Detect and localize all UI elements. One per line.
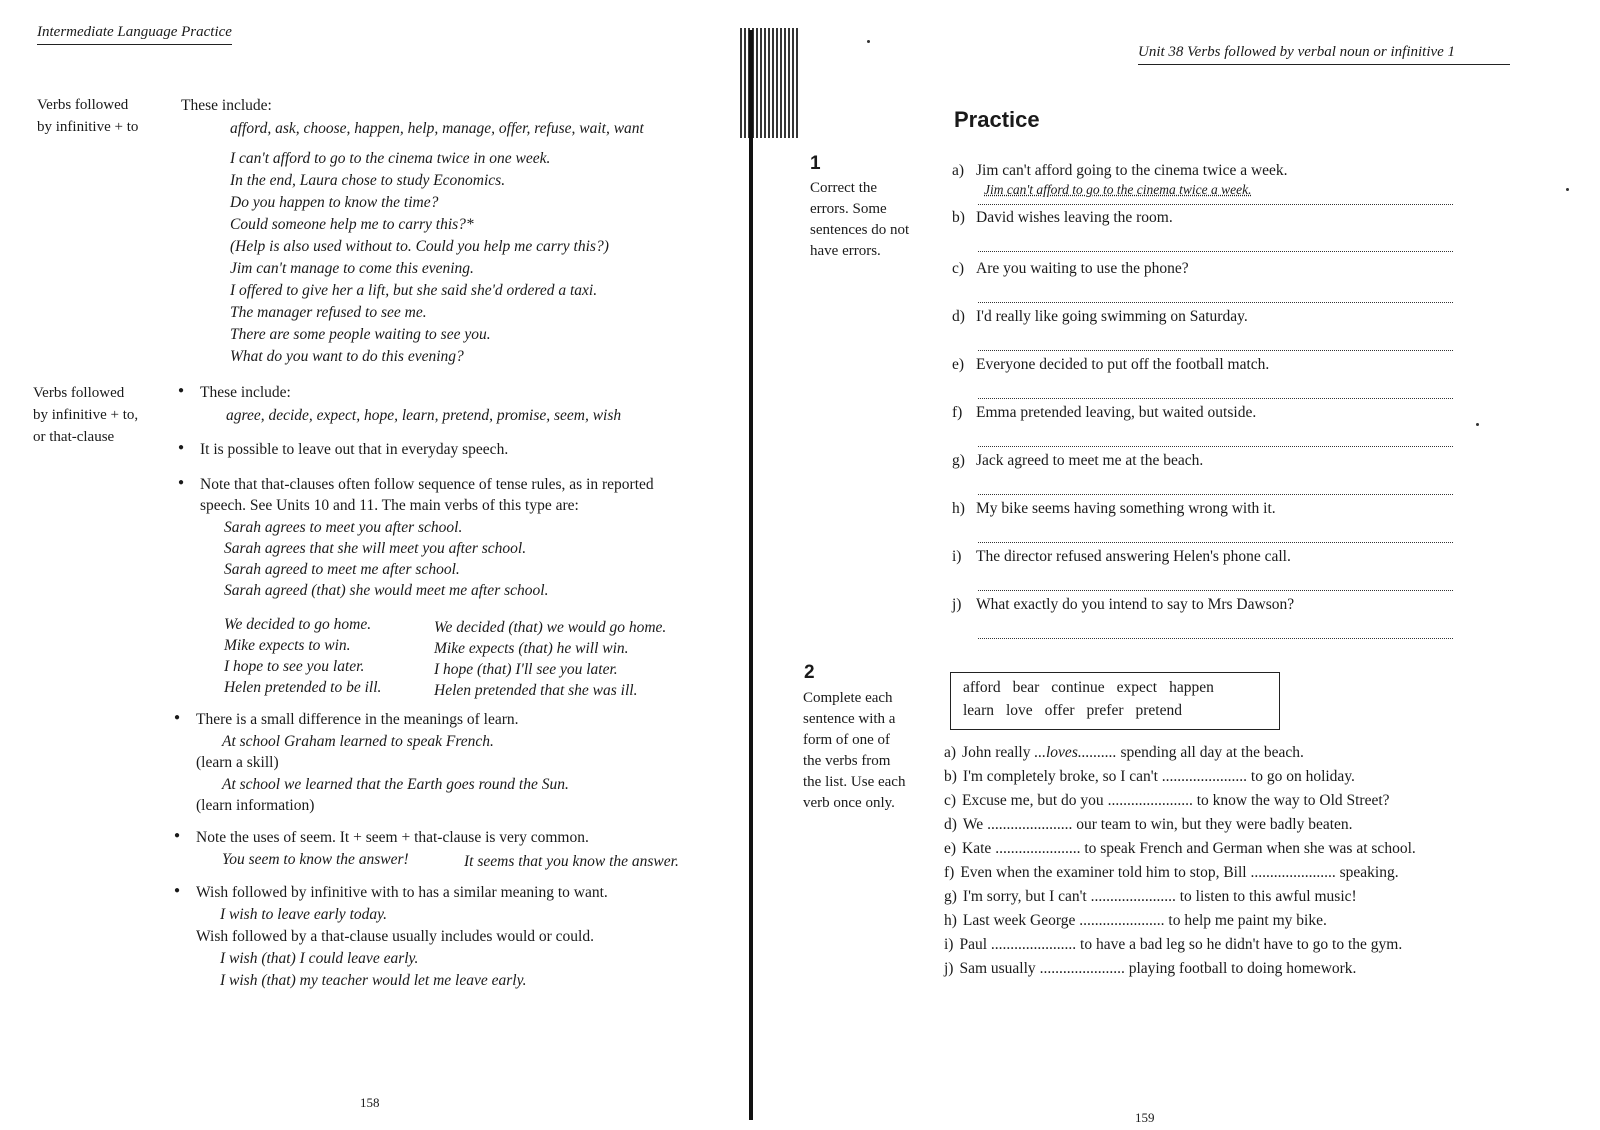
- page-number-left: 158: [360, 1095, 380, 1110]
- example-sentence: In the end, Laura chose to study Economics.: [230, 172, 506, 189]
- bullet-4-note-2: (learn information): [196, 797, 315, 814]
- exercise-2-item-label: b): [944, 768, 957, 785]
- exercise-2-item-before: I'm sorry, but I can't: [962, 888, 1091, 905]
- example-sentence: Jim can't manage to come this evening.: [230, 260, 474, 277]
- word-list-item: continue: [1051, 679, 1105, 696]
- answer-line[interactable]: [978, 397, 1453, 399]
- exercise-1-item-label: c): [952, 260, 965, 277]
- example-sentence: Sarah agrees to meet you after school.: [224, 519, 463, 536]
- exercise-2-item-after: speaking.: [1335, 864, 1399, 881]
- exercise-1-item-text: Everyone decided to put off the football match.: [976, 356, 1270, 373]
- exercise-2-item-before: Kate: [962, 840, 996, 857]
- answer-blank[interactable]: ......................: [1250, 864, 1336, 881]
- exercise-2-item: [944, 840, 1416, 858]
- scan-speck: [1476, 423, 1479, 426]
- exercise-1-item-text: Are you waiting to use the phone?: [976, 260, 1189, 277]
- practice-title: Practice: [954, 107, 1040, 132]
- answer-blank[interactable]: ......................: [995, 840, 1081, 857]
- exercise-2-item-before: Last week George: [962, 912, 1080, 929]
- handwritten-answer: Jim can't afford to go to the cinema twice a week.: [984, 182, 1252, 197]
- bullet-1-verbs: agree, decide, expect, hope, learn, pretend, promise, seem, wish: [226, 407, 622, 424]
- exercise-1-item-text: Jim can't afford going to the cinema twice a week.: [976, 162, 1288, 179]
- exercise-1-item-label: d): [952, 308, 965, 325]
- bullet-6: ● Wish followed by infinitive with to has a similar meaning to want.: [196, 884, 608, 902]
- exercise-1-number: 1: [810, 153, 821, 174]
- exercise-2-item-after: to go on holiday.: [1247, 768, 1355, 785]
- bullet-1-intro: ● These include:: [200, 384, 291, 402]
- answer-blank[interactable]: ......................: [1107, 792, 1193, 809]
- example-sentence: Do you happen to know the time?: [230, 194, 439, 211]
- exercise-1-item-label: a): [952, 162, 965, 179]
- answer-blank[interactable]: ......................: [990, 936, 1077, 953]
- scan-speck: [1566, 188, 1569, 191]
- pair-right: Mike expects (that) he will win.: [434, 640, 629, 657]
- exercise-1-instructions: [810, 178, 909, 262]
- answer-blank[interactable]: ......................: [1039, 960, 1125, 977]
- instruction-line: the verbs from: [803, 753, 891, 769]
- word-list-item: expect: [1116, 679, 1158, 696]
- exercise-1-item-text: David wishes leaving the room.: [976, 209, 1173, 226]
- answer-line[interactable]: [978, 203, 1453, 205]
- exercise-2-item: [944, 960, 1356, 978]
- exercise-2-item-before: Excuse me, but do you: [962, 792, 1108, 809]
- exercise-2-item-label: j): [944, 960, 954, 977]
- answer-line[interactable]: [978, 589, 1453, 591]
- exercise-2-item-after: playing football to doing homework.: [1124, 960, 1357, 977]
- instruction-line: sentences do not: [810, 222, 910, 238]
- bullet-4-note-1: (learn a skill): [196, 754, 279, 771]
- exercise-2-item-label: f): [944, 864, 955, 881]
- exercise-2-item-label: a): [944, 744, 957, 761]
- exercise-1-item-label: e): [952, 356, 965, 373]
- word-list-item: offer: [1044, 702, 1075, 719]
- exercise-2-item-label: h): [944, 912, 957, 929]
- bullet-6-example-3: I wish (that) my teacher would let me leave early.: [220, 972, 527, 989]
- bullet-4: ● There is a small difference in the meanings of learn.: [196, 711, 519, 729]
- exercise-1-item-text: Jack agreed to meet me at the beach.: [976, 452, 1204, 469]
- bullet-5-example-left: You seem to know the answer!: [222, 851, 409, 868]
- exercise-2-item-after: to have a bad leg so he didn't have to go to the gym.: [1076, 936, 1403, 953]
- exercise-2-item-after: to speak French and German when she was at school.: [1080, 840, 1416, 857]
- bullet-3-line1: ● Note that that-clauses often follow sequence of tense rules, as in reported: [200, 476, 654, 494]
- answer-line[interactable]: [978, 493, 1453, 495]
- exercise-1-item-text: The director refused answering Helen's phone call.: [976, 548, 1291, 565]
- exercise-1-item-label: f): [952, 404, 963, 421]
- exercise-1-item-text: My bike seems having something wrong with it.: [976, 500, 1276, 517]
- example-sentence: I offered to give her a lift, but she said she'd ordered a taxi.: [230, 282, 598, 299]
- book-spine: [749, 30, 753, 1120]
- exercise-2-item-before: Even when the examiner told him to stop, Bill: [960, 864, 1251, 881]
- instruction-line: Complete each: [803, 690, 893, 706]
- word-list-item: prefer: [1086, 702, 1124, 719]
- answer-blank[interactable]: ......................: [987, 816, 1073, 833]
- right-page-header: Unit 38 Verbs followed by verbal noun or infinitive 1: [1138, 44, 1510, 65]
- instruction-line: the list. Use each: [803, 774, 906, 790]
- bullet-6-example-1: I wish to leave early today.: [220, 906, 388, 923]
- exercise-2-item-label: d): [944, 816, 957, 833]
- bullet-5-example-right: It seems that you know the answer.: [464, 853, 679, 870]
- instruction-line: errors. Some: [810, 201, 887, 217]
- word-list-row: [963, 679, 1226, 697]
- exercise-2-item: [944, 864, 1399, 882]
- exercise-2-item: [944, 792, 1390, 810]
- pair-right: I hope (that) I'll see you later.: [434, 661, 618, 678]
- word-list-item: love: [1005, 702, 1033, 719]
- exercise-2-item: [944, 936, 1402, 954]
- instruction-line: Correct the: [810, 180, 878, 196]
- exercise-1-item-label: j): [952, 596, 962, 613]
- example-sentence: Could someone help me to carry this?*: [230, 216, 474, 233]
- exercise-2-item-label: i): [944, 936, 954, 953]
- bullet-2: ● It is possible to leave out that in everyday speech.: [200, 441, 508, 459]
- instruction-line: sentence with a: [803, 711, 896, 727]
- bullet-6-line-2: Wish followed by a that-clause usually includes would or could.: [196, 928, 594, 945]
- pair-left: Mike expects to win.: [224, 637, 351, 654]
- exercise-2-instructions: [803, 688, 905, 814]
- example-sentence: (Help is also used without to. Could you help me carry this?): [230, 238, 609, 255]
- answer-line[interactable]: [978, 301, 1453, 303]
- answer-blank[interactable]: ......................: [1161, 768, 1248, 785]
- answer-blank[interactable]: ...loves..........: [1034, 744, 1117, 761]
- exercise-2-item-after: to help me paint my bike.: [1164, 912, 1327, 929]
- exercise-2-item-after: to listen to this awful music!: [1175, 888, 1357, 905]
- bullet-4-example-1: At school Graham learned to speak French.: [222, 733, 494, 750]
- word-list-item: pretend: [1135, 702, 1182, 719]
- pair-left: I hope to see you later.: [224, 658, 365, 675]
- section1-intro: These include:: [181, 97, 272, 114]
- exercise-1-item-label: g): [952, 452, 965, 469]
- exercise-2-item: [944, 744, 1304, 762]
- example-sentence: Sarah agreed to meet me after school.: [224, 561, 460, 578]
- exercise-1-item-text: I'd really like going swimming on Saturday.: [976, 308, 1248, 325]
- word-list-item: learn: [963, 702, 994, 719]
- answer-line[interactable]: [978, 445, 1453, 447]
- answer-line[interactable]: [978, 250, 1453, 252]
- side-label-line: or that-clause: [33, 429, 115, 445]
- word-list-item: bear: [1012, 679, 1040, 696]
- instruction-line: form of one of: [803, 732, 891, 748]
- exercise-2-item-after: spending all day at the beach.: [1116, 744, 1304, 761]
- exercise-2-item-label: c): [944, 792, 957, 809]
- word-list-row: [963, 702, 1194, 720]
- answer-line[interactable]: [978, 541, 1453, 543]
- pair-left: We decided to go home.: [224, 616, 372, 633]
- section1-verbs: afford, ask, choose, happen, help, manage, offer, refuse, wait, want: [230, 120, 644, 137]
- example-sentence: What do you want to do this evening?: [230, 348, 464, 365]
- exercise-2-number: 2: [804, 662, 815, 683]
- bullet-3-line2: speech. See Units 10 and 11. The main verbs of this type are:: [200, 497, 579, 514]
- exercise-2-item-after: to know the way to Old Street?: [1192, 792, 1390, 809]
- example-sentence: Sarah agrees that she will meet you after school.: [224, 540, 527, 557]
- side-label-line: Verbs followed: [37, 97, 129, 113]
- instruction-line: verb once only.: [803, 795, 895, 811]
- example-sentence: There are some people waiting to see you.: [230, 326, 491, 343]
- section2-side-label: [33, 382, 138, 448]
- exercise-2-item-before: Sam usually: [959, 960, 1040, 977]
- word-list-item: happen: [1169, 679, 1214, 696]
- exercise-2-item: [944, 912, 1327, 930]
- exercise-2-item: [944, 816, 1353, 834]
- side-label-line: Verbs followed: [33, 385, 125, 401]
- answer-blank[interactable]: ......................: [1079, 912, 1165, 929]
- exercise-2-item: [944, 888, 1357, 906]
- pair-right: Helen pretended that she was ill.: [434, 682, 638, 699]
- bullet-6-example-2: I wish (that) I could leave early.: [220, 950, 419, 967]
- example-sentence: The manager refused to see me.: [230, 304, 427, 321]
- exercise-2-item-before: I'm completely broke, so I can't: [962, 768, 1162, 785]
- exercise-2-item: [944, 768, 1355, 786]
- exercise-1-item-label: h): [952, 500, 965, 517]
- exercise-1-item-text: Emma pretended leaving, but waited outside.: [976, 404, 1257, 421]
- word-list-box: [950, 672, 1280, 730]
- exercise-1-item-text: What exactly do you intend to say to Mrs Dawson?: [976, 596, 1295, 613]
- side-label-line: by infinitive + to,: [33, 407, 139, 423]
- answer-line[interactable]: [978, 349, 1453, 351]
- side-label-line: by infinitive + to: [37, 119, 139, 135]
- exercise-1-item-label: i): [952, 548, 962, 565]
- scan-speck: [867, 40, 870, 43]
- bullet-4-example-2: At school we learned that the Earth goes round the Sun.: [222, 776, 569, 793]
- bullet-5: ● Note the uses of seem. It + seem + that-clause is very common.: [196, 829, 589, 847]
- pair-left: Helen pretended to be ill.: [224, 679, 382, 696]
- exercise-2-item-before: Paul: [959, 936, 991, 953]
- example-sentence: I can't afford to go to the cinema twice in one week.: [230, 150, 551, 167]
- exercise-2-item-label: g): [944, 888, 957, 905]
- example-sentence: Sarah agreed (that) she would meet me after school.: [224, 582, 549, 599]
- left-page-header: Intermediate Language Practice: [37, 24, 232, 45]
- exercise-2-item-before: John really: [962, 744, 1035, 761]
- word-list-item: afford: [963, 679, 1001, 696]
- answer-blank[interactable]: ......................: [1090, 888, 1176, 905]
- exercise-2-item-after: our team to win, but they were badly beaten.: [1072, 816, 1353, 833]
- exercise-2-item-before: We: [962, 816, 988, 833]
- answer-line[interactable]: [978, 637, 1453, 639]
- page-number-right: 159: [1135, 1110, 1155, 1125]
- instruction-line: have errors.: [810, 243, 881, 259]
- section1-side-label: [37, 94, 138, 138]
- pair-right: We decided (that) we would go home.: [434, 619, 667, 636]
- exercise-1-item-label: b): [952, 209, 965, 226]
- exercise-2-item-label: e): [944, 840, 957, 857]
